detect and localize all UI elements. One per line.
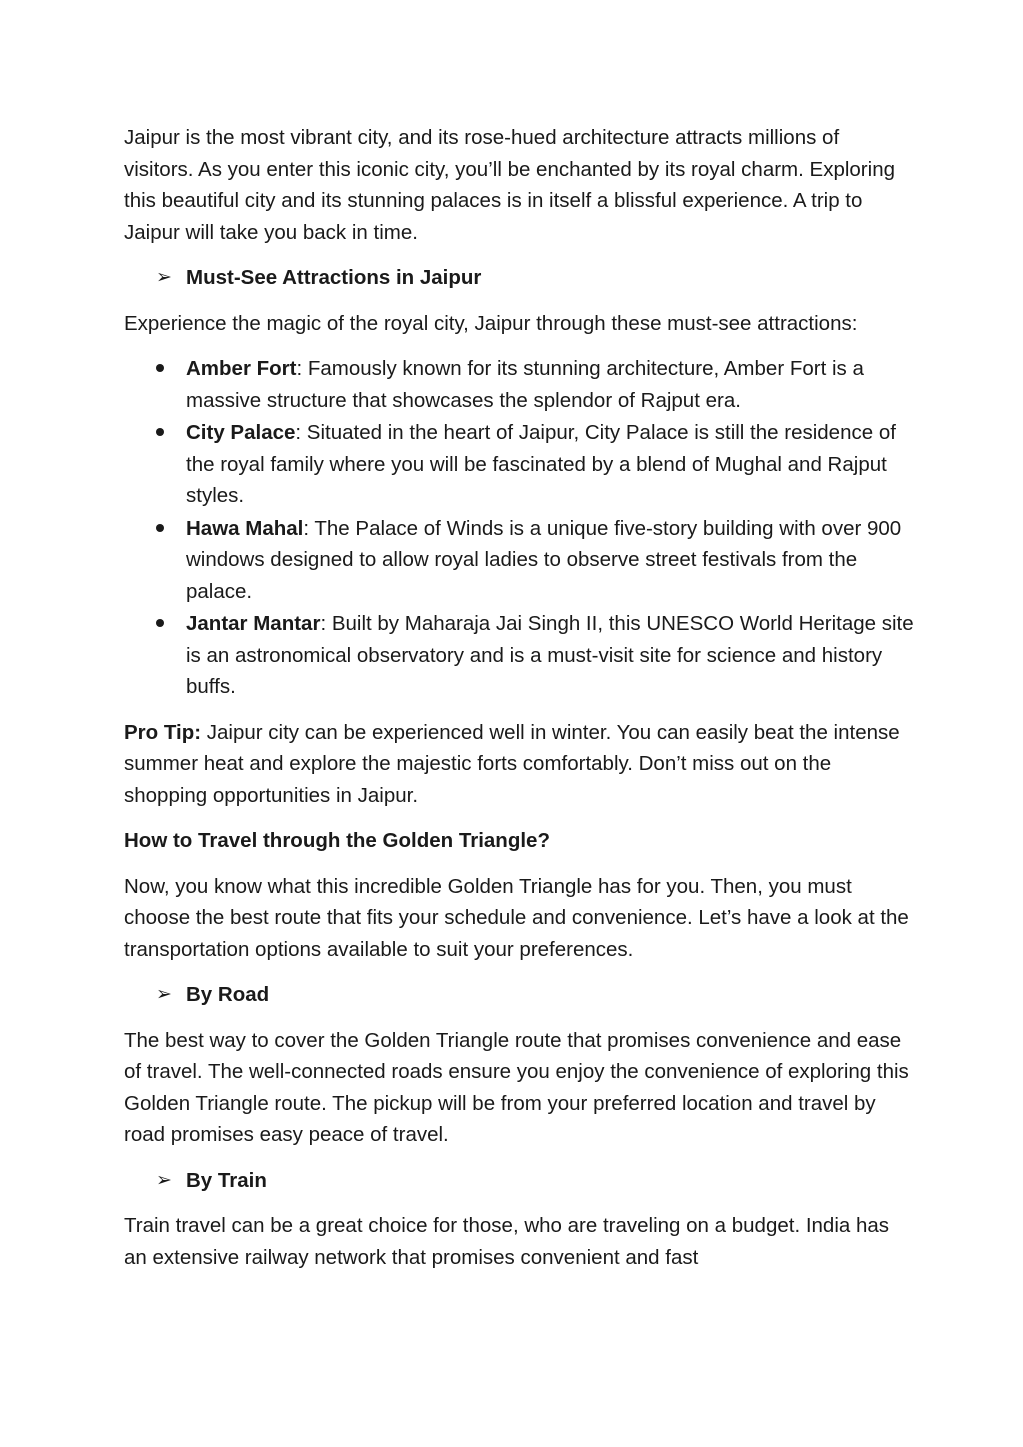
bullet-dot-icon <box>156 364 164 372</box>
by-road-paragraph: The best way to cover the Golden Triangle route that promises convenience and ease of travel. The well-connected roads ensure you enjoy the convenience of exploring this Golden Triangle route. The pickup will be from your preferred location and travel by road promises easy peace of travel. <box>124 1028 909 1146</box>
attraction-description: : Situated in the heart of Jaipur, City Palace is still the residence of the royal family where you will be fascinated by a blend of Mughal and Rajput styles. <box>186 421 896 507</box>
arrow-bullet-icon: ➢ <box>156 1169 172 1191</box>
list-item-hawa-mahal <box>124 513 914 608</box>
attraction-name: Amber Fort <box>186 357 297 380</box>
attraction-name: Hawa Mahal <box>186 516 304 540</box>
travel-intro-paragraph: Now, you know what this incredible Golden Triangle has for you. Then, you must choose the best route that fits your schedule and convenience. Let’s have a look at the transportation options available to suit your preferences. <box>124 874 909 961</box>
list-item-city-palace <box>124 417 914 512</box>
attraction-name: Jantar Mantar <box>186 612 321 635</box>
by-road-heading <box>124 979 914 1011</box>
attraction-name: City Palace <box>186 421 296 444</box>
list-item-jantar-mantar <box>124 608 914 703</box>
arrow-bullet-icon: ➢ <box>156 984 172 1005</box>
attraction-description: : Famously known for its stunning architecture, Amber Fort is a massive structure that showcases the splendor of Rajput era. <box>186 357 864 412</box>
attractions-list <box>124 353 914 703</box>
list-item-amber-fort <box>124 353 914 416</box>
by-road-heading-text: By Road <box>186 983 270 1006</box>
attractions-heading-text: Must-See Attractions in Jaipur <box>186 266 482 289</box>
bullet-dot-icon <box>156 428 164 436</box>
by-train-paragraph: Train travel can be a great choice for those, who are traveling on a budget. India has an extensive railway network that promises convenient and fast <box>124 1214 890 1269</box>
pro-tip-paragraph <box>124 717 914 812</box>
attractions-heading <box>124 262 914 294</box>
by-train-heading <box>124 1165 914 1197</box>
attraction-description: : Built by Maharaja Jai Singh II, this UNESCO World Heritage site is an astronomical observatory and is a must-visit site for science and history buffs. <box>186 612 914 698</box>
bullet-dot-icon <box>156 619 164 627</box>
attraction-description: : The Palace of Winds is a unique five-story building with over 900 windows designed to allow royal ladies to observe street festivals from the palace. <box>186 516 902 603</box>
bullet-dot-icon <box>156 524 164 532</box>
document-page <box>124 122 914 1287</box>
pro-tip-label: Pro Tip: <box>124 720 202 744</box>
travel-heading: How to Travel through the Golden Triangle? <box>124 829 550 852</box>
by-train-heading-text: By Train <box>186 1168 267 1192</box>
arrow-bullet-icon: ➢ <box>156 267 172 288</box>
attractions-intro-paragraph: Experience the magic of the royal city, Jaipur through these must-see attractions: <box>124 311 858 335</box>
intro-paragraph: Jaipur is the most vibrant city, and its rose-hued architecture attracts millions of visitors. As you enter this iconic city, you’ll be enchanted by its royal charm. Exploring this beautiful city and its stunning palaces is in itself a blissful experience. A trip to Jaipur will take you back in time. <box>124 126 895 244</box>
pro-tip-text: Jaipur city can be experienced well in winter. You can easily beat the intense summer heat and explore the majestic forts comfortably. Don’t miss out on the shopping opportunities in Jaipur. <box>124 720 900 807</box>
